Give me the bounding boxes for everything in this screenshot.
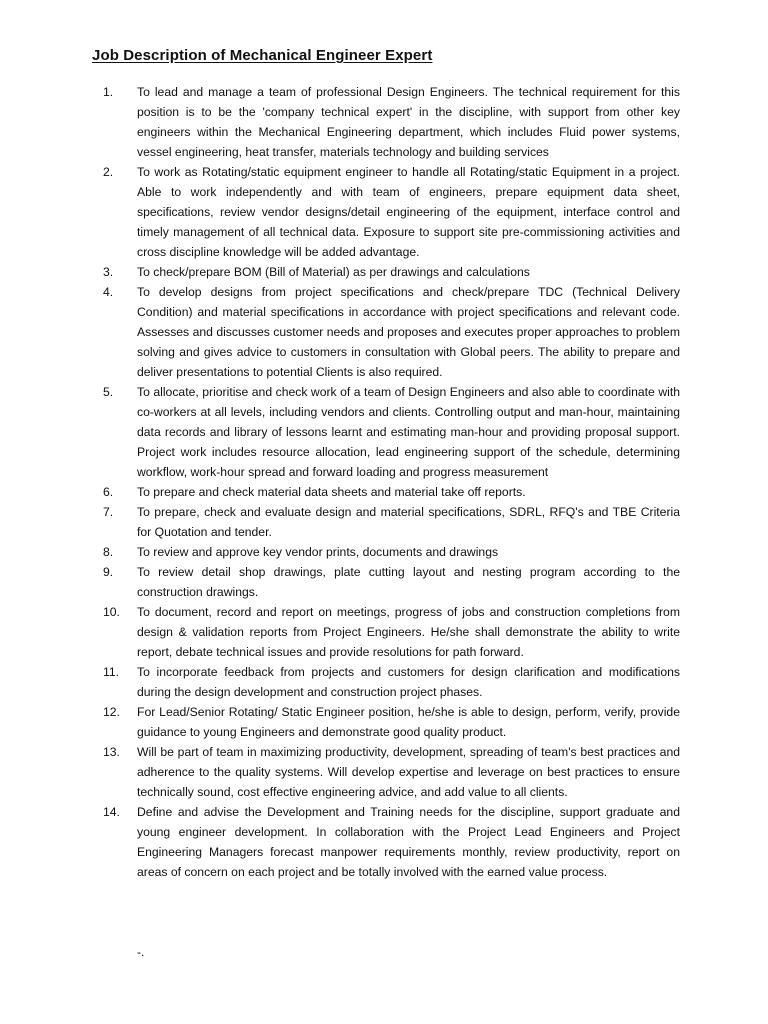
item-text: For Lead/Senior Rotating/ Static Engineer position, he/she is able to design, perform, verify, provide guidance to young Engineers and demonstrate good quality product.: [137, 705, 680, 739]
list-item: [103, 742, 680, 802]
document-title: Job Description of Mechanical Engineer Expert: [92, 47, 433, 64]
duties-list: [103, 82, 680, 882]
list-item: [103, 662, 680, 702]
item-text: To prepare and check material data sheets and material take off reports.: [137, 485, 526, 499]
list-item: [103, 502, 680, 542]
item-number: 1.: [103, 85, 114, 99]
item-number: 10.: [103, 605, 120, 619]
item-number: 11.: [103, 665, 120, 679]
item-text: To review detail shop drawings, plate cutting layout and nesting program according to the construction drawings.: [137, 565, 680, 599]
list-item: [103, 382, 680, 482]
item-number: 8.: [103, 545, 114, 559]
item-text: To lead and manage a team of professional Design Engineers. The technical requirement for this position is to be the 'company technical expert' in the discipline, with support from other key engineers within the Mechanical Engineering department, which includes Fluid power systems, vessel engineering, heat transfer, materials technology and building services: [137, 85, 680, 159]
item-number: 6.: [103, 485, 114, 499]
list-item: [103, 162, 680, 262]
list-item: [103, 542, 680, 562]
item-text: Define and advise the Development and Training needs for the discipline, support graduate and young engineer development. In collaboration with the Project Lead Engineers and Project Engineering Managers forecast manpower requirements monthly, review productivity, report on areas of concern on each project and be totally involved with the earned value process.: [137, 805, 680, 879]
item-text: To allocate, prioritise and check work of a team of Design Engineers and also able to coordinate with co-workers at all levels, including vendors and clients. Controlling output and man-hour, maintaining data records and library of lessons learnt and estimating man-hour and providing proposal support. Project work includes resource allocation, lead engineering support of the schedule, determining workflow, work-hour spread and forward loading and progress measurement: [137, 385, 680, 479]
list-item: [103, 602, 680, 662]
item-number: 13.: [103, 745, 120, 759]
item-text: Will be part of team in maximizing productivity, development, spreading of team's best practices and adherence to the quality systems. Will develop expertise and leverage on best practices to ensure technically sound, cost effective engineering advice, and add value to all clients.: [137, 745, 680, 799]
list-item: [103, 82, 680, 162]
item-number: 14.: [103, 805, 120, 819]
list-item: [103, 262, 680, 282]
list-item: [103, 282, 680, 382]
item-text: To develop designs from project specifications and check/prepare TDC (Technical Delivery Condition) and material specifications in accordance with project specifications and relevant code. Assesses and discusses customer needs and proposes and executes proper approaches to problem solving and gives advice to customers in consultation with Global peers. The ability to prepare and deliver presentations to potential Clients is also required.: [137, 285, 680, 379]
item-text: To prepare, check and evaluate design and material specifications, SDRL, RFQ's and TBE Criteria for Quotation and tender.: [137, 505, 680, 539]
item-number: 4.: [103, 285, 114, 299]
item-text: To work as Rotating/static equipment engineer to handle all Rotating/static Equipment in a project. Able to work independently and with team of engineers, prepare equipment data sheet, specifications, review vendor designs/detail engineering of the equipment, interface control and timely management of all technical data. Exposure to support site pre-commissioning activities and cross discipline knowledge will be added advantage.: [137, 165, 680, 259]
item-text: To review and approve key vendor prints, documents and drawings: [137, 545, 499, 559]
item-text: To incorporate feedback from projects and customers for design clarification and modifications during the design development and construction project phases.: [137, 665, 680, 699]
item-number: 7.: [103, 505, 114, 519]
item-number: 5.: [103, 385, 114, 399]
list-item: [103, 562, 680, 602]
item-number: 3.: [103, 265, 114, 279]
list-item: [103, 702, 680, 742]
item-text: To check/prepare BOM (Bill of Material) as per drawings and calculations: [137, 265, 530, 279]
item-number: 12.: [103, 705, 120, 719]
item-number: 2.: [103, 165, 114, 179]
trailing-mark: -.: [137, 945, 145, 959]
list-item: [103, 482, 680, 502]
item-text: To document, record and report on meetings, progress of jobs and construction completions from design & validation reports from Project Engineers. He/she shall demonstrate the ability to write report, debate technical issues and provide resolutions for path forward.: [137, 605, 680, 659]
item-number: 9.: [103, 565, 114, 579]
list-item: [103, 802, 680, 882]
